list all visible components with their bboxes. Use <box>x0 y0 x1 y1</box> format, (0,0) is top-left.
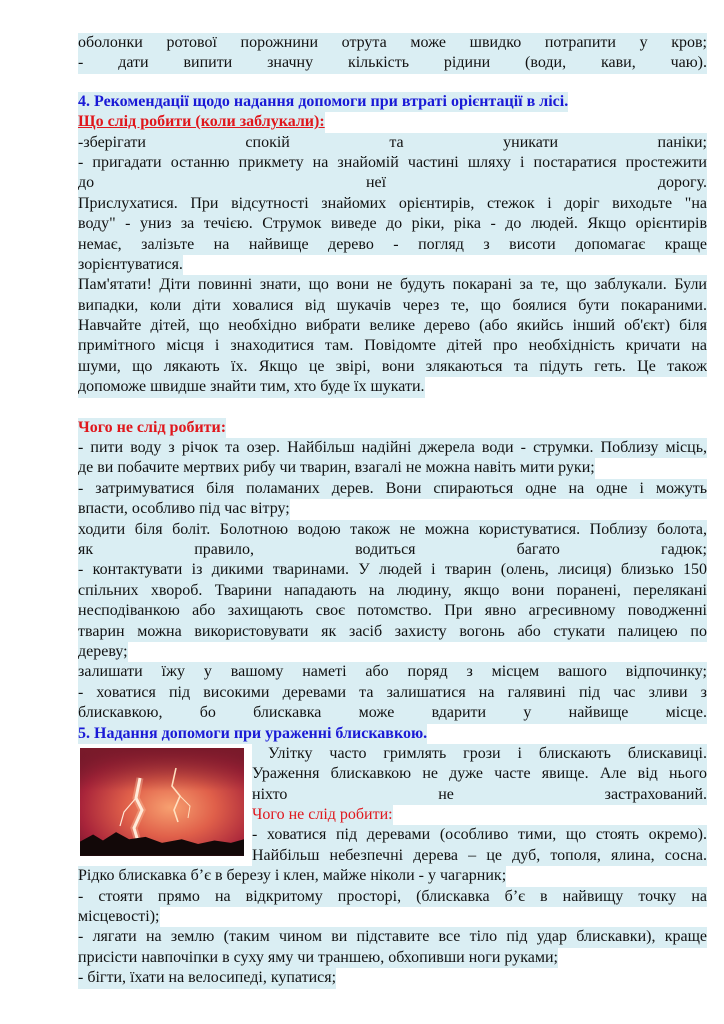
text-line: - затримуватися біля поламаних дерев. Вони спираються одне на одне і можуть <box>78 479 707 499</box>
text-line: присісти навпочіпки в суху яму чи траншею, обхопивши ноги руками; <box>78 948 558 968</box>
text-line: залишати їжу у вашому наметі або поряд з місцем вашого відпочинку; <box>78 662 707 682</box>
text-line: блискавкою, бо блискавка може вдарити у найвище місце. <box>78 703 707 723</box>
text-line: як правило, водиться багато гадюк; <box>78 540 707 560</box>
text-line: допоможе швидше знайти тим, хто буде їх шукати. <box>78 377 425 397</box>
text-line: -зберігати спокій та уникати паніки; <box>78 133 707 153</box>
text-line: зорієнтуватися. <box>78 255 183 275</box>
dont-title: Чого не слід робити: <box>78 418 226 438</box>
text-line: Улітку часто гримлять грози і блискають блискавиці. <box>252 744 707 764</box>
text-line: - пригадати останню прикмету на знайомій частині шляху і постаратися простежити <box>78 153 707 173</box>
dont-title-lightning: Чого не слід робити: <box>252 805 393 825</box>
text-line: - ховатися під деревами (особливо тими, що стоять окремо). <box>252 825 707 845</box>
text-line: Ураження блискавкою не дуже часте явище. Але від нього <box>252 764 707 784</box>
text-line: оболонки ротової порожнини отрута може швидко потрапити у кров; <box>78 33 707 53</box>
lightning-photo <box>80 748 244 856</box>
section-4-heading: 4. Рекомендації щодо надання допомоги при втраті орієнтації в лісі. <box>78 92 568 112</box>
text-line: ніхто не застрахований. <box>252 785 707 805</box>
text-line: несподіванкою або захищають своє потомство. При явно агресивному поводженні <box>78 601 707 621</box>
section-5-heading: 5. Надання допомоги при ураженні блискавкою. <box>78 724 427 744</box>
document-page <box>78 33 707 989</box>
text-line: Прислухатися. При відсутності знайомих орієнтирів, стежок і доріг виходьте "на <box>78 194 707 214</box>
text-line: - дати випити значну кількість рідини (води, кави, чаю). <box>78 53 707 73</box>
text-line: місцевості); <box>78 907 160 927</box>
text-line: - бігти, їхати на велосипеді, купатися; <box>78 968 336 988</box>
text-line: - ховатися під високими деревами та залишатися на галявині під час зливи з <box>78 683 707 703</box>
text-line: спільних хвороб. Тварини нападають на людину, якщо вони поранені, перелякані <box>78 581 707 601</box>
text-line: - лягати на землю (таким чином ви підставите все тіло під удар блискавки), краще <box>78 927 707 947</box>
text-line: шуми, що лякають їх. Якщо це звірі, вони злякаються та підуть геть. Це також <box>78 357 707 377</box>
text-line: немає, залізьте на найвище дерево - погляд з висоти допомагає краще <box>78 235 707 255</box>
text-line: дереву; <box>78 642 128 662</box>
do-title: Що слід робити (коли заблукали): <box>78 112 325 132</box>
text-line: впасти, особливо під час вітру; <box>78 499 290 519</box>
lightning-figure <box>78 744 707 866</box>
text-line: до неї дорогу. <box>78 173 707 193</box>
text-line: - пити воду з річок та озер. Найбільш надійні джерела води - струмки. Поблизу місць, <box>78 438 707 458</box>
text-line: де ви побачите мертвих рибу чи тварин, взагалі не можна навіть мити руки; <box>78 458 595 478</box>
text-line: тварин можна використовувати як засіб захисту вогонь або стукати палицею по <box>78 622 707 642</box>
text-line: - контактувати із дикими тваринами. У людей і тварин (олень, лисиця) близько 150 <box>78 560 707 580</box>
text-line: воду" - униз за течією. Струмок виведе до ріки, ріка - до людей. Якщо орієнтирів <box>78 214 707 234</box>
text-line: - стояти прямо на відкритому просторі, (блискавка б’є в найвищу точку на <box>78 887 707 907</box>
text-line: Пам'ятати! Діти повинні знати, що вони не будуть покарані за те, що заблукали. Були <box>78 275 707 295</box>
text-line: Навчайте дітей, що необхідно вибрати велике дерево (або якийсь інший об'єкт) біля <box>78 316 707 336</box>
text-line: примітного місця і знаходитися там. Повідомте дітей про необхідність кричати на <box>78 336 707 356</box>
text-line: випадки, коли діти ховалися від шукачів через те, що боялися бути покараними. <box>78 296 707 316</box>
text-line: ходити біля боліт. Болотною водою також не можна користуватися. Поблизу болота, <box>78 520 707 540</box>
text-line: Рідко блискавка б’є в березу і клен, майже ніколи - у чагарник; <box>78 866 506 886</box>
text-line: Найбільш небезпечні дерева – це дуб, тополя, ялина, сосна. <box>252 846 707 866</box>
